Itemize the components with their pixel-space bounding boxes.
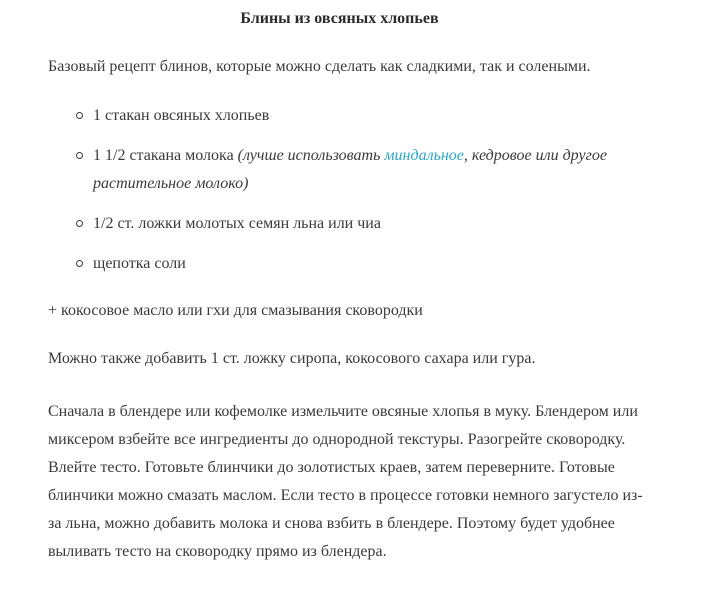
ingredient-item	[76, 102, 636, 130]
ingredient-item	[76, 142, 636, 198]
ingredient-note: (лучше использовать	[237, 147, 385, 164]
ingredient-item	[76, 250, 636, 278]
recipe-method: Сначала в блендере или кофемолке измельчите овсяные хлопья в муку. Блендером или миксером взбейте все ингредиенты до однородной текстуры. Разогрейте сковородку. Влейте тесто. Готовьте блинчики до золотистых краев, затем переверните. Готовые блинчики можно смазать маслом. Если тесто в процессе готовки немного загустело из-за льна, можно добавить молока и снова взбить в блендере. Поэтому будет удобнее выливать тесто на сковородку прямо из блендера.	[48, 403, 643, 560]
circle-bullet-icon	[76, 260, 83, 267]
recipe-intro: Базовый рецепт блинов, которые можно сделать как сладкими, так и солеными.	[48, 58, 591, 75]
ingredient-text: 1 стакан овсяных хлопьев	[93, 107, 270, 124]
almond-milk-link[interactable]: миндальное	[384, 147, 464, 164]
circle-bullet-icon	[76, 152, 83, 159]
ingredient-text: 1 1/2 стакана молока	[93, 147, 238, 164]
ingredient-text: 1/2 ст. ложки молотых семян льна или чиа	[93, 215, 381, 232]
ingredient-text: щепотка соли	[93, 255, 186, 272]
ingredients-list	[76, 102, 636, 290]
circle-bullet-icon	[76, 220, 83, 227]
recipe-title: Блины из овсяных хлопьев	[240, 10, 439, 27]
ingredient-item	[76, 210, 636, 238]
extra-sweetener-note: Можно также добавить 1 ст. ложку сиропа, кокосового сахара или гура.	[48, 350, 536, 367]
extra-oil-note: + кокосовое масло или гхи для смазывания сковородки	[48, 302, 423, 319]
circle-bullet-icon	[76, 112, 83, 119]
ingredient-note: , кедровое или другое растительное молоко)	[93, 147, 607, 192]
